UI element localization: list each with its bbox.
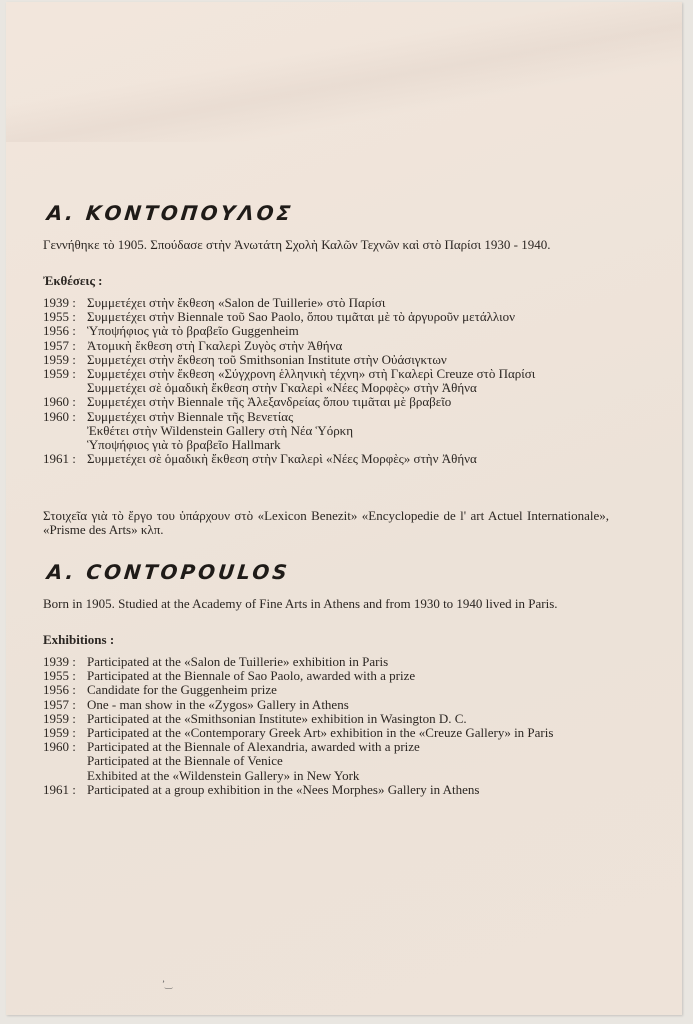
exhibition-year: 1956 : bbox=[43, 682, 76, 698]
exhibition-text: Participated at a group exhibition in the «Nees Morphes» Gallery in Athens bbox=[87, 781, 480, 797]
exhibition-year bbox=[43, 438, 87, 452]
exhibition-year: 1957 : bbox=[43, 696, 76, 712]
exhibition-entry bbox=[43, 339, 613, 353]
exhibition-year bbox=[43, 754, 87, 768]
greek-bio: Γεννήθηκε τὸ 1905. Σπούδασε στὴν Ἀνωτάτη Σχολὴ Καλῶν Τεχνῶν καὶ στὸ Παρίσι 1930 - 1940. bbox=[43, 237, 551, 252]
exhibition-entry bbox=[43, 754, 613, 768]
exhibition-entry bbox=[43, 769, 613, 783]
exhibition-entry bbox=[43, 367, 613, 381]
exhibition-entry bbox=[43, 452, 613, 466]
exhibition-entry bbox=[43, 783, 613, 797]
exhibition-year: 1959 : bbox=[43, 710, 76, 726]
exhibition-year: 1960 : bbox=[43, 394, 76, 410]
exhibition-text: Συμμετέχει στὴν Biennale τοῦ Sao Paolo, ὅπου τιμᾶται μὲ τὸ ἀργυροῦν μετάλλιον bbox=[87, 309, 515, 325]
exhibition-year: 1959 : bbox=[43, 366, 76, 382]
exhibition-year: 1939 : bbox=[43, 295, 76, 310]
exhibition-text: Συμμετέχει στὴν Biennale τῆς Ἀλεξανδρείας ὅπου τιμᾶται μὲ βραβεῖο bbox=[87, 394, 452, 410]
greek-references: Στοιχεῖα γιὰ τὸ ἔργο του ὑπάρχουν στὸ «Lexicon Benezit» «Encyclopedie de l' art Actuel Internationale», «Prisme des Arts» κλπ. bbox=[43, 508, 609, 537]
exhibition-text: Candidate for the Guggenheim prize bbox=[87, 682, 277, 698]
exhibition-text: Ὑποψήφιος γιὰ τὸ βραβεῖο Hallmark bbox=[87, 437, 281, 453]
exhibition-year bbox=[43, 381, 87, 395]
exhibition-year: 1956 : bbox=[43, 323, 76, 339]
exhibition-entry bbox=[43, 740, 613, 754]
exhibition-entry bbox=[43, 324, 613, 338]
exhibition-text: Participated at the «Contemporary Greek Art» exhibition in the «Creuze Gallery» in Paris bbox=[87, 725, 554, 741]
exhibition-entry bbox=[43, 395, 613, 409]
greek-heading: Α. ΚΟΝΤΟΠΟΥΛΟΣ bbox=[45, 201, 295, 225]
exhibition-entry bbox=[43, 310, 613, 324]
exhibition-year bbox=[43, 424, 87, 438]
exhibition-entry bbox=[43, 438, 613, 452]
exhibition-text: Participated at the Biennale of Sao Paolo, awarded with a prize bbox=[87, 668, 416, 684]
paper-fold-shadow bbox=[6, 2, 682, 142]
english-exhibitions-list bbox=[43, 655, 613, 797]
exhibition-entry bbox=[43, 410, 613, 424]
exhibition-entry bbox=[43, 726, 613, 740]
exhibition-entry bbox=[43, 683, 613, 697]
exhibition-entry bbox=[43, 424, 613, 438]
exhibition-year: 1961 : bbox=[43, 781, 76, 797]
exhibition-entry bbox=[43, 712, 613, 726]
exhibition-year: 1957 : bbox=[43, 337, 76, 353]
exhibition-year bbox=[43, 769, 87, 783]
english-heading: A. CONTOPOULOS bbox=[45, 560, 292, 584]
exhibition-text: Ἐκθέτει στὴν Wildenstein Gallery στὴ Νέα Ὑόρκη bbox=[87, 422, 354, 438]
exhibition-text: Συμμετέχει στὴν ἔκθεση «Salon de Tuillerie» στὸ Παρίσι bbox=[87, 295, 386, 310]
exhibition-text: Participated at the «Smithsonian Institute» exhibition in Wasington D. C. bbox=[87, 710, 467, 726]
exhibition-text: Συμμετέχει στὴν ἔκθεση «Σύγχρονη ἑλληνικὴ τέχνη» στὴ Γκαλερὶ Creuze στὸ Παρίσι bbox=[87, 366, 536, 382]
exhibition-year: 1955 : bbox=[43, 309, 76, 325]
exhibition-text: Participated at the «Salon de Tuillerie» exhibition in Paris bbox=[87, 654, 389, 669]
exhibition-entry bbox=[43, 698, 613, 712]
exhibition-year: 1959 : bbox=[43, 725, 76, 741]
exhibition-entry bbox=[43, 381, 613, 395]
exhibition-year: 1959 : bbox=[43, 351, 76, 367]
greek-exhibitions-label: Ἐκθέσεις : bbox=[43, 273, 103, 288]
exhibition-text: Συμμετέχει στὴν ἔκθεση τοῦ Smithsonian Institute στὴν Οὐάσιγκτων bbox=[87, 351, 447, 367]
exhibition-text: Συμμετέχει σὲ ὁμαδικὴ ἔκθεση στὴν Γκαλερὶ «Νέες Μορφὲς» στὴν Ἀθήνα bbox=[87, 380, 477, 396]
exhibition-text: Exhibited at the «Wildenstein Gallery» in New York bbox=[87, 767, 360, 783]
english-exhibitions-label: Exhibitions : bbox=[43, 632, 115, 647]
exhibition-entry bbox=[43, 296, 613, 310]
exhibition-text: Συμμετέχει σὲ ὁμαδικὴ ἔκθεση στὴν Γκαλερὶ «Νέες Μορφὲς» στὴν Ἀθήνα bbox=[87, 451, 477, 467]
exhibition-year: 1961 : bbox=[43, 451, 76, 467]
exhibition-text: Ἀτομικὴ ἔκθεση στὴ Γκαλερὶ Ζυγὸς στὴν Ἀθήνα bbox=[87, 337, 343, 353]
exhibition-text: Participated at the Biennale of Venice bbox=[87, 753, 283, 769]
exhibition-text: Ὑποψήφιος γιὰ τὸ βραβεῖο Guggenheim bbox=[87, 323, 299, 339]
exhibition-text: Συμμετέχει στὴν Biennale τῆς Βενετίας bbox=[87, 408, 294, 424]
exhibition-text: Participated at the Biennale of Alexandria, awarded with a prize bbox=[87, 739, 420, 755]
english-bio: Born in 1905. Studied at the Academy of Fine Arts in Athens and from 1930 to 1940 lived in Paris. bbox=[43, 596, 558, 611]
exhibition-entry bbox=[43, 655, 613, 669]
exhibition-entry bbox=[43, 669, 613, 683]
exhibition-text: One - man show in the «Zygos» Gallery in Athens bbox=[87, 696, 349, 712]
exhibition-year: 1960 : bbox=[43, 739, 76, 755]
exhibition-year: 1939 : bbox=[43, 654, 76, 669]
ink-speck-mark: ʼ‿ bbox=[162, 979, 173, 989]
exhibition-year: 1955 : bbox=[43, 668, 76, 684]
exhibition-year: 1960 : bbox=[43, 408, 76, 424]
greek-exhibitions-list bbox=[43, 296, 613, 466]
exhibition-entry bbox=[43, 353, 613, 367]
